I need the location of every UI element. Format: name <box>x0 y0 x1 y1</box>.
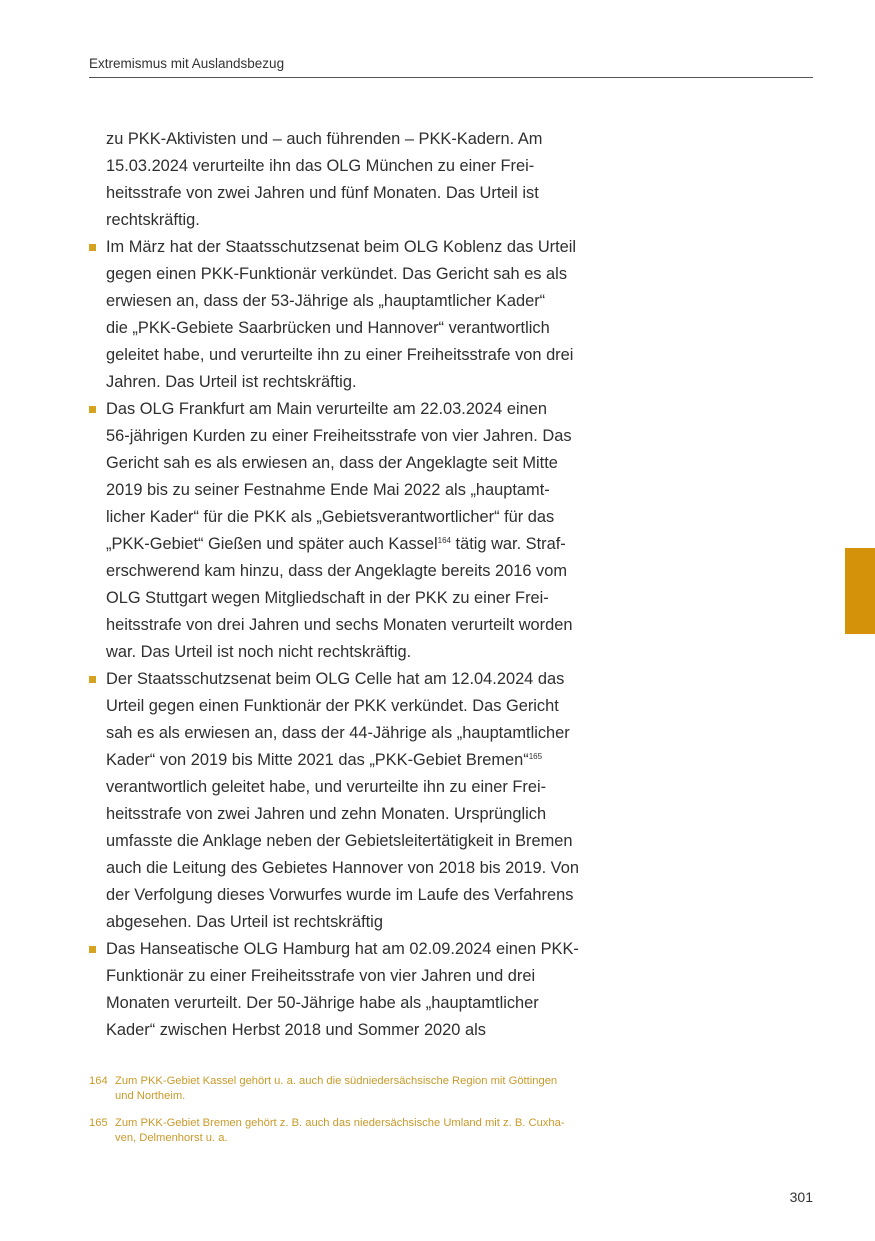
chapter-tab-marker <box>845 548 875 634</box>
bullet-item-koblenz <box>106 234 630 396</box>
text-line: heitsstrafe von zwei Jahren und zehn Monaten. Ursprünglich <box>106 805 547 823</box>
text-line: war. Das Urteil ist noch nicht rechtskräftig. <box>106 643 412 661</box>
text-line: die „PKK-Gebiete Saarbrücken und Hannover“ verantwortlich <box>106 319 550 337</box>
main-text <box>106 126 630 1044</box>
text-line: Das OLG Frankfurt am Main verurteilte am 22.03.2024 einen <box>106 400 547 418</box>
text-line: Im März hat der Staatsschutzsenat beim OLG Koblenz das Urteil <box>106 238 577 256</box>
text-line: gegen einen PKK-Funktionär verkündet. Das Gericht sah es als <box>106 265 568 283</box>
text-line: rechtskräftig. <box>106 211 200 229</box>
text-line: auch die Leitung des Gebietes Hannover von 2018 bis 2019. Von <box>106 859 579 877</box>
text-line: Das Hanseatische OLG Hamburg hat am 02.09.2024 einen PKK- <box>106 940 579 958</box>
text-line: 56-jährigen Kurden zu einer Freiheitsstrafe von vier Jahren. Das <box>106 427 572 445</box>
footnote-number: 165 <box>89 1117 108 1129</box>
square-bullet-icon <box>89 946 96 953</box>
text-line: zu PKK-Aktivisten und – auch führenden – PKK-Kadern. Am <box>106 130 543 148</box>
text-line: Jahren. Das Urteil ist rechtskräftig. <box>106 373 357 391</box>
text-line: Monaten verurteilt. Der 50-Jährige habe als „hauptamtlicher <box>106 994 539 1012</box>
footnotes <box>89 1074 634 1158</box>
footnote-line: und Northeim. <box>115 1090 186 1102</box>
text-line: erwiesen an, dass der 53-Jährige als „hauptamtlicher Kader“ <box>106 292 546 310</box>
text-line: Der Staatsschutzsenat beim OLG Celle hat am 12.04.2024 das <box>106 670 565 688</box>
text-line-with-footnote <box>106 747 630 774</box>
text-line: 15.03.2024 verurteilte ihn das OLG München zu einer Frei- <box>106 157 535 175</box>
text-line: heitsstrafe von drei Jahren und sechs Monaten verurteilt worden <box>106 616 573 634</box>
text-line: OLG Stuttgart wegen Mitgliedschaft in der PKK zu einer Frei- <box>106 589 549 607</box>
intro-paragraph <box>106 126 630 234</box>
text-line: Urteil gegen einen Funktionär der PKK verkündet. Das Gericht <box>106 697 559 715</box>
footnote-line: ven, Delmenhorst u. a. <box>115 1132 228 1144</box>
footnote-line: Zum PKK-Gebiet Kassel gehört u. a. auch die südniedersächsische Region mit Göttingen <box>115 1075 558 1087</box>
text-line: erschwerend kam hinzu, dass der Angeklagte bereits 2016 vom <box>106 562 568 580</box>
bullet-item-celle <box>106 666 630 936</box>
footnote-165 <box>89 1116 634 1146</box>
text-fragment: Kader“ von 2019 bis Mitte 2021 das „PKK-Gebiet Bremen“ <box>106 751 529 769</box>
footnote-reference-165[interactable]: 165 <box>528 752 543 761</box>
text-line-with-footnote <box>106 531 630 558</box>
text-line: heitsstrafe von zwei Jahren und fünf Monaten. Das Urteil ist <box>106 184 539 202</box>
text-line: umfasste die Anklage neben der Gebietsleitertätigkeit in Bremen <box>106 832 573 850</box>
square-bullet-icon <box>89 244 96 251</box>
text-line: sah es als erwiesen an, dass der 44-Jährige als „hauptamtlicher <box>106 724 570 742</box>
text-line: geleitet habe, und verurteilte ihn zu einer Freiheitsstrafe von drei <box>106 346 574 364</box>
bullet-item-hamburg <box>106 936 630 1044</box>
square-bullet-icon <box>89 406 96 413</box>
text-line: 2019 bis zu seiner Festnahme Ende Mai 2022 als „hauptamt- <box>106 481 550 499</box>
text-line: Funktionär zu einer Freiheitsstrafe von vier Jahren und drei <box>106 967 536 985</box>
text-fragment: tätig war. Straf- <box>450 535 566 553</box>
page-number: 301 <box>789 1189 813 1205</box>
footnote-number: 164 <box>89 1075 108 1087</box>
text-line: der Verfolgung dieses Vorwurfes wurde im Laufe des Verfahrens <box>106 886 574 904</box>
text-line: Gericht sah es als erwiesen an, dass der Angeklagte seit Mitte <box>106 454 558 472</box>
footnote-reference-164[interactable]: 164 <box>437 536 451 545</box>
text-line: licher Kader“ für die PKK als „Gebietsverantwortlicher“ für das <box>106 508 555 526</box>
footnote-164 <box>89 1074 634 1104</box>
text-line: verantwortlich geleitet habe, und verurteilte ihn zu einer Frei- <box>106 778 547 796</box>
square-bullet-icon <box>89 676 96 683</box>
text-line: abgesehen. Das Urteil ist rechtskräftig <box>106 913 383 931</box>
text-fragment: „PKK-Gebiet“ Gießen und später auch Kassel <box>106 535 438 553</box>
footnote-line: Zum PKK-Gebiet Bremen gehört z. B. auch das niedersächsische Umland mit z. B. Cuxha- <box>115 1117 565 1129</box>
running-header: Extremismus mit Auslandsbezug <box>89 56 813 78</box>
text-line: Kader“ zwischen Herbst 2018 und Sommer 2020 als <box>106 1021 486 1039</box>
bullet-item-frankfurt <box>106 396 630 666</box>
